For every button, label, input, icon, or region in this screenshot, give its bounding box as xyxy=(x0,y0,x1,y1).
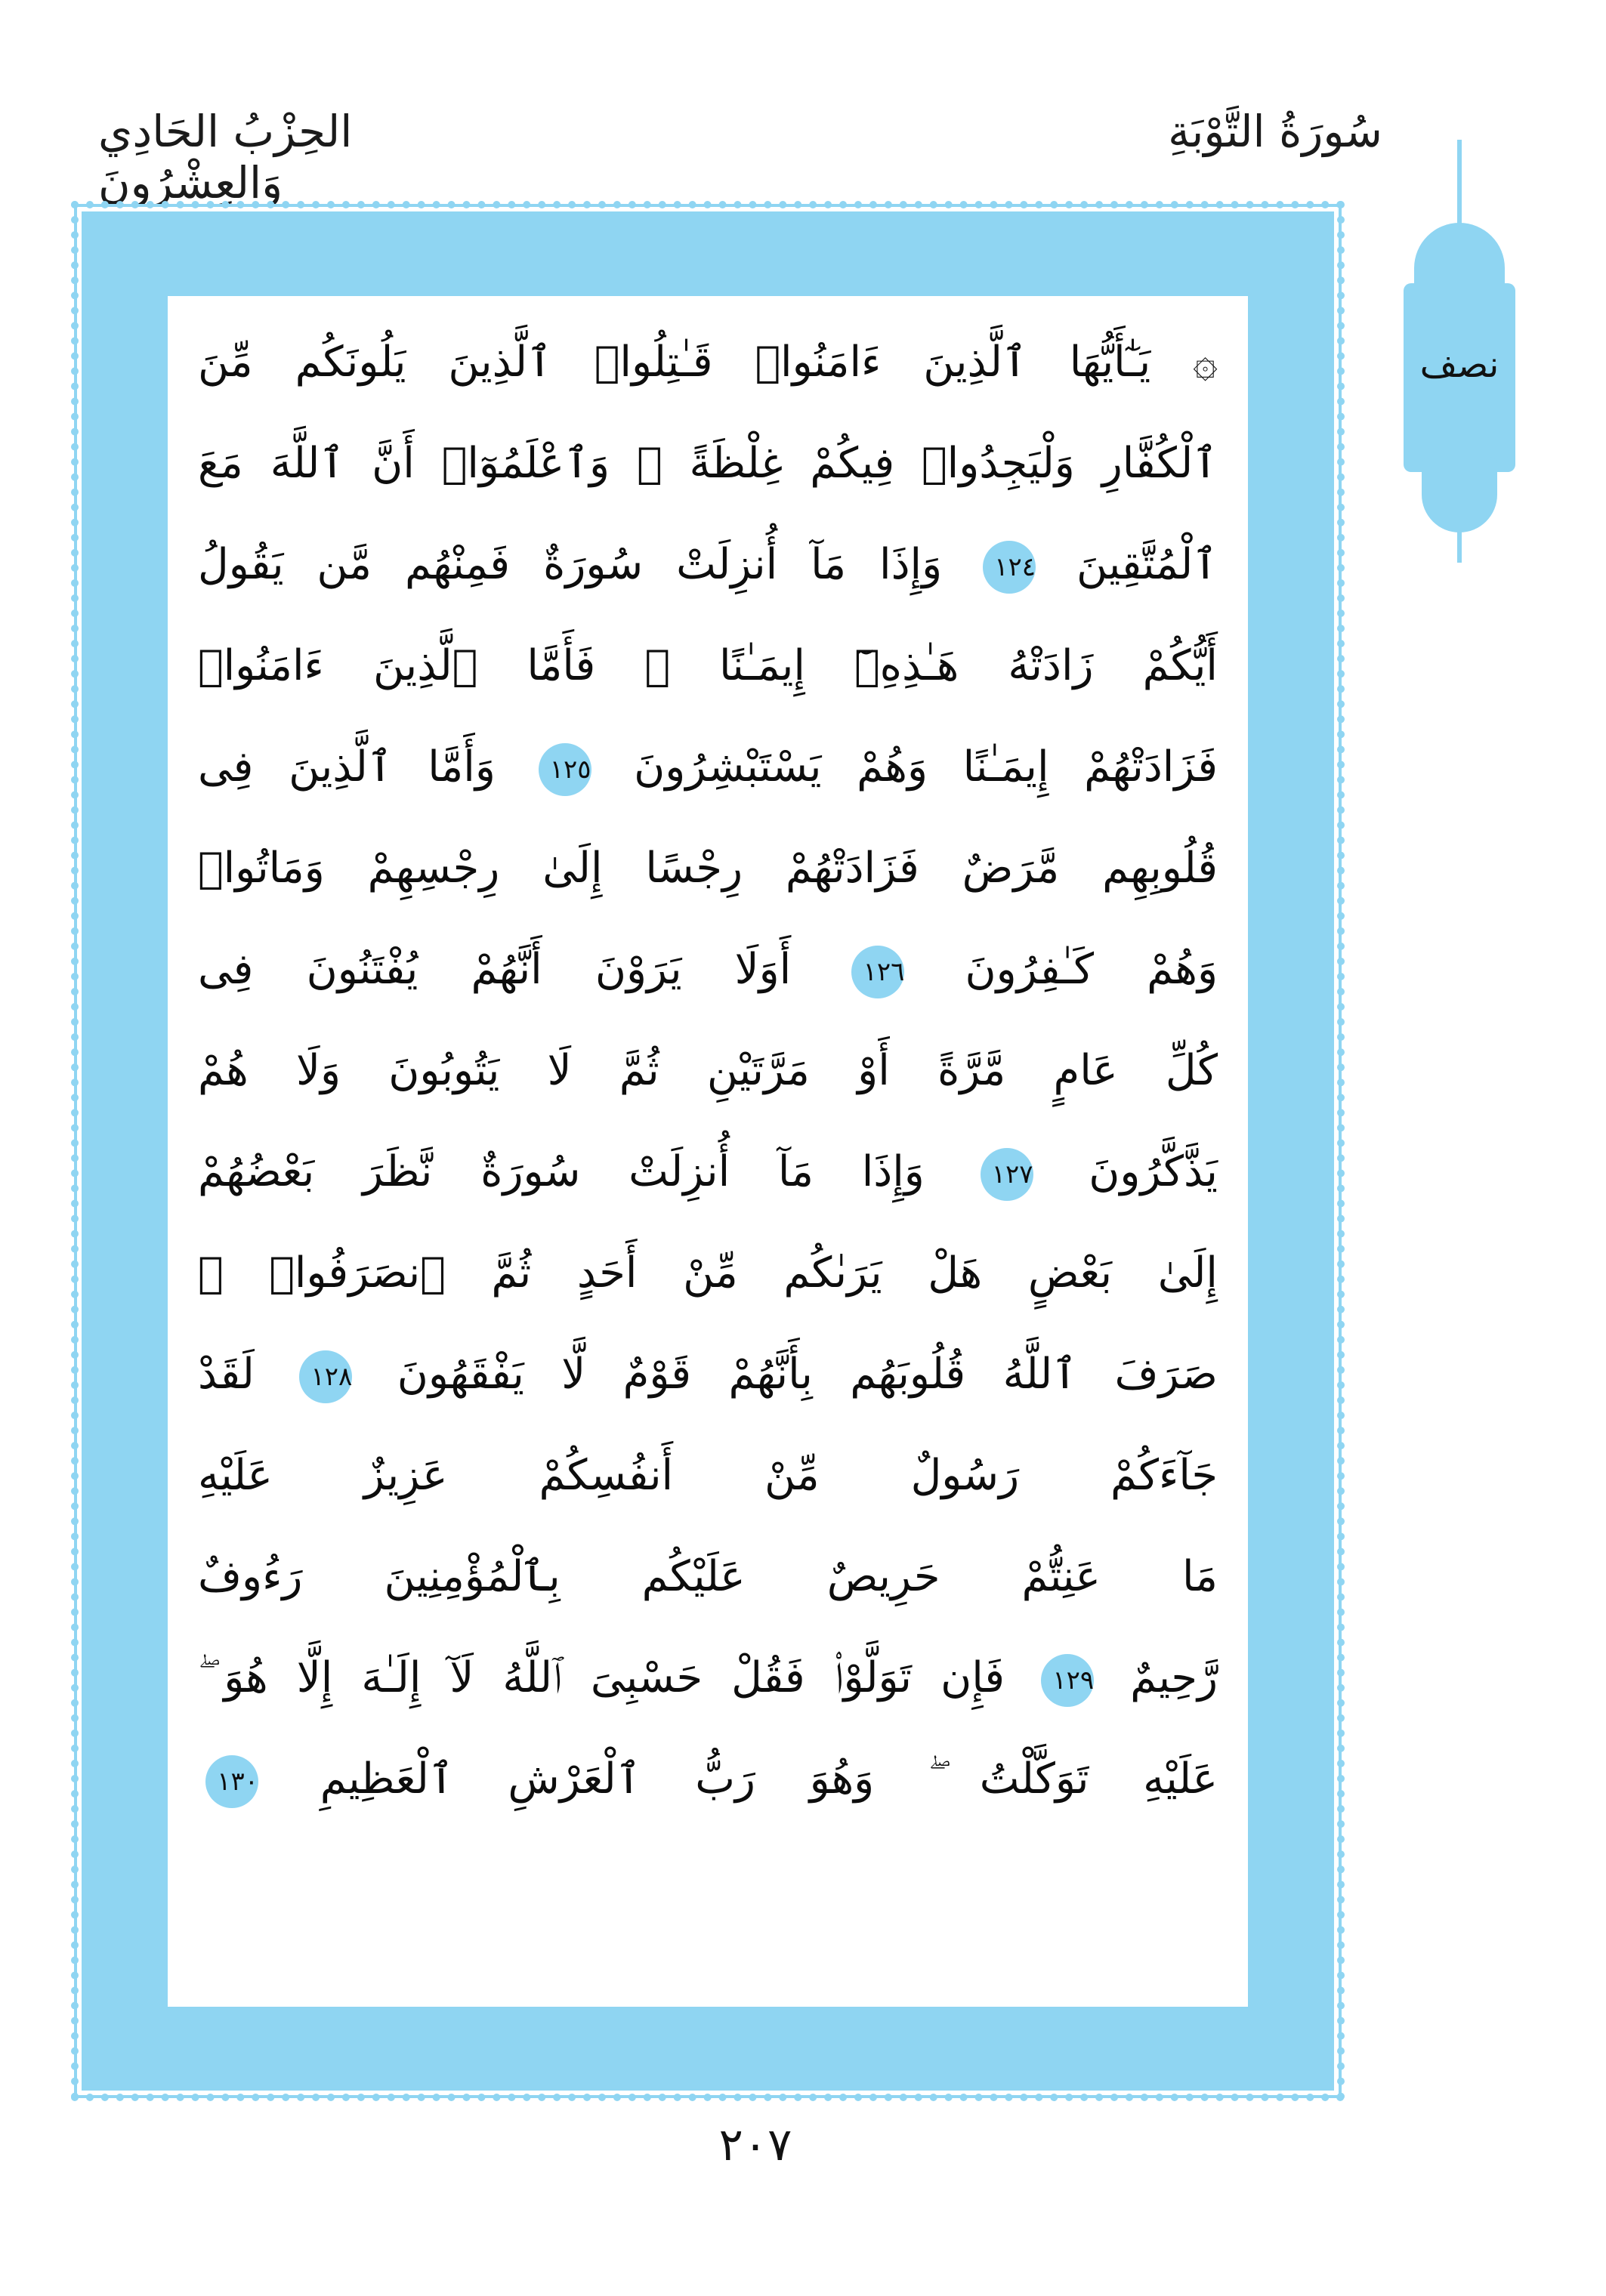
line-text: كُلِّ عَامٍ مَّرَّةً أَوْ مَرَّتَيْنِ ثُمَّ لَا يَتُوبُونَ وَلَا هُمْ xyxy=(198,1046,1218,1095)
line-text: جَآءَكُمْ رَسُولٌ مِّنْ أَنفُسِكُمْ عَزِيزٌ عَلَيْهِ xyxy=(198,1451,1218,1500)
ayah-number: ١٣٠ xyxy=(205,1755,258,1808)
ayah-number: ١٢٥ xyxy=(539,743,591,796)
text-line xyxy=(198,418,1218,509)
line-text: إِلَىٰ بَعْضٍ هَلْ يَرَىٰكُم مِّنْ أَحَدٍ ثُمَّ ٱنصَرَفُوا۟ ۚ xyxy=(198,1248,1218,1298)
hizb-name: الحِزْبُ الحَادِي وَالعِشْرُونَ xyxy=(98,106,353,208)
text-line xyxy=(198,1633,1218,1724)
text-line xyxy=(198,1734,1218,1825)
text-line xyxy=(198,722,1218,813)
line-text: رَّحِيمٌ xyxy=(1130,1653,1218,1702)
marker-stem-bottom xyxy=(1457,525,1462,563)
page-frame xyxy=(82,211,1334,2091)
line-text: ٱلْمُتَّقِينَ xyxy=(1076,540,1218,589)
line-text: صَرَفَ ٱللَّهُ قُلُوبَهُم بِأَنَّهُمْ قَوْمٌ لَّا يَفْقَهُونَ xyxy=(397,1350,1218,1399)
ayah-number: ١٢٤ xyxy=(983,541,1036,594)
text-line xyxy=(198,520,1218,610)
text-line xyxy=(198,924,1218,1015)
text-line xyxy=(198,1532,1218,1622)
ayah-number: ١٢٦ xyxy=(851,946,904,998)
surah-name: سُورَةُ التَّوْبَةِ xyxy=(1168,106,1382,157)
marker-stem-top xyxy=(1457,140,1462,230)
line-text: أَيُّكُمْ زَادَتْهُ هَـٰذِهِۦٓ إِيمَـٰنًا ۚ فَأَمَّا ٱلَّذِينَ ءَامَنُوا۟ xyxy=(198,641,1218,690)
half-marker xyxy=(1404,140,1515,563)
line-text: ۞ يَـٰٓأَيُّهَا ٱلَّذِينَ ءَامَنُوا۟ قَـٰتِلُوا۟ ٱلَّذِينَ يَلُونَكُم مِّنَ xyxy=(198,338,1218,387)
marker-foot xyxy=(1422,457,1497,532)
ayah-number: ١٢٨ xyxy=(299,1350,352,1403)
line-text: وَإِذَا مَآ أُنزِلَتْ سُورَةٌ نَّظَرَ بَعْضُهُمْ xyxy=(198,1147,925,1196)
text-line xyxy=(198,621,1218,711)
line-text: قُلُوبِهِم مَّرَضٌ فَزَادَتْهُمْ رِجْسًا إِلَىٰ رِجْسِهِمْ وَمَاتُوا۟ xyxy=(198,844,1218,893)
text-line xyxy=(198,1026,1218,1116)
text-line xyxy=(198,1228,1218,1319)
line-text: يَذَّكَّرُونَ xyxy=(1089,1147,1218,1196)
line-text: ٱلْكُفَّارِ وَلْيَجِدُوا۟ فِيكُمْ غِلْظَةً ۚ وَٱعْلَمُوٓا۟ أَنَّ ٱللَّهَ مَعَ xyxy=(198,439,1218,488)
marker-label: نصف xyxy=(1419,344,1499,386)
text-line xyxy=(198,1329,1218,1420)
text-line xyxy=(198,317,1218,408)
line-text: عَلَيْهِ تَوَكَّلْتُ ۖ وَهُوَ رَبُّ ٱلْعَرْشِ ٱلْعَظِيمِ xyxy=(320,1754,1218,1804)
page-number: ٢٠٧ xyxy=(718,2119,792,2171)
line-text: وَأَمَّا ٱلَّذِينَ فِى xyxy=(198,742,496,792)
line-text: لَقَدْ xyxy=(198,1350,255,1399)
ayah-number: ١٢٩ xyxy=(1041,1654,1094,1707)
text-line xyxy=(198,1127,1218,1217)
text-line xyxy=(198,823,1218,914)
line-text: أَوَلَا يَرَوْنَ أَنَّهُمْ يُفْتَنُونَ فِى xyxy=(198,945,792,994)
text-line xyxy=(198,1430,1218,1521)
line-text: وَإِذَا مَآ أُنزِلَتْ سُورَةٌ فَمِنْهُم مَّن يَقُولُ xyxy=(198,540,943,589)
ayah-number: ١٢٧ xyxy=(981,1148,1033,1201)
line-text: مَا عَنِتُّمْ حَرِيصٌ عَلَيْكُم بِٱلْمُؤْمِنِينَ رَءُوفٌ xyxy=(198,1552,1218,1601)
line-text: فَإِن تَوَلَّوْا۟ فَقُلْ حَسْبِىَ ٱللَّهُ لَآ إِلَـٰهَ إِلَّا هُوَ ۖ xyxy=(198,1653,1005,1702)
line-text: فَزَادَتْهُمْ إِيمَـٰنًا وَهُمْ يَسْتَبْشِرُونَ xyxy=(634,742,1218,792)
line-text: وَهُمْ كَـٰفِرُونَ xyxy=(965,945,1218,994)
text-area xyxy=(168,296,1248,2007)
